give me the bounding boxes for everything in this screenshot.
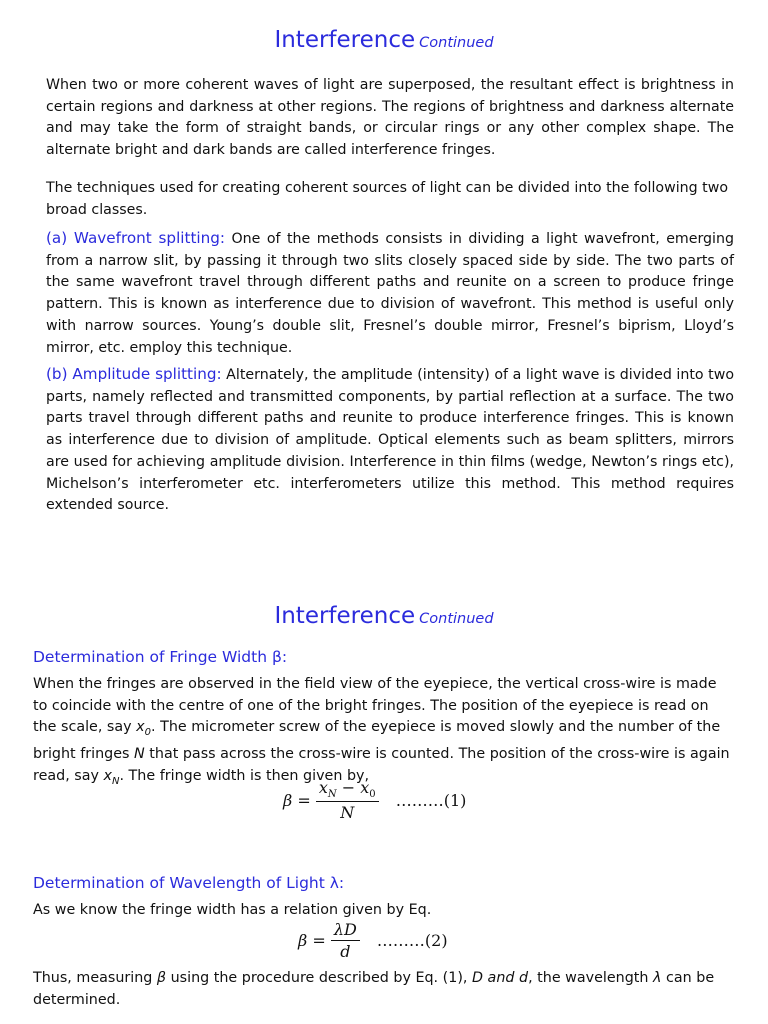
eq2-denominator: d	[340, 942, 351, 961]
slide2-title-main: Interference	[274, 603, 416, 629]
slide1-paragraph-2: The techniques used for creating coherent sources of light can be divided into the following two broad classes.	[46, 180, 729, 218]
fringe-width-paragraph	[33, 674, 733, 792]
lambda-symbol: λ	[653, 970, 662, 986]
eq1-num-sub1: N	[327, 789, 337, 801]
conclusion-text-d: can be determined.	[33, 970, 715, 1008]
eq2-number: (2)	[424, 931, 448, 950]
equation-1	[283, 778, 466, 822]
n-symbol: N	[134, 745, 145, 762]
wavelength-paragraph: As we know the fringe width has a relation given by Eq.	[33, 902, 432, 918]
eq2-dots: ………	[376, 931, 425, 950]
conclusion-text-a: Thus, measuring	[33, 970, 157, 986]
x0-subscript: 0	[144, 727, 151, 739]
eq2-lhs: β =	[298, 931, 326, 950]
slide1-title-suffix: Continued	[419, 35, 494, 51]
eq1-num-minus: − x	[336, 778, 370, 797]
wavefront-text: One of the methods consists in dividing a light wavefront, emerging from a narrow slit, by passing it through two slits closely spaced side by side. The two parts of the same wavefront travel through different paths and reunite on a screen to produce fringe pattern. This is known as interference due to division of wavefront. This method is useful only with narrow sources. Young’s double slit, Fresnel’s double mirror, Fresnel’s biprism, Lloyd’s mirror, etc. employ this technique.	[46, 231, 735, 356]
amplitude-label: (b) Amplitude splitting:	[46, 365, 222, 383]
slide2-title-suffix: Continued	[419, 611, 494, 627]
xn-symbol: x	[103, 767, 112, 784]
fringe-width-heading: Determination of Fringe Width β:	[33, 648, 288, 666]
slide1-title-main: Interference	[274, 27, 416, 53]
fringe-text-a: When the fringes are observed in the field view of the eyepiece, the vertical cross-wire is made to coincide with the centre of one of the bright fringes. The position of the eyepiece is read on the scale, say	[33, 676, 717, 736]
eq2-numerator: λD	[331, 920, 360, 941]
fringe-text-c: that pass across the cross-wire is counted. The position of the cross-wire is again read, say	[33, 745, 730, 784]
eq1-number: (1)	[443, 790, 467, 810]
conclusion-paragraph	[33, 968, 733, 1011]
eq1-num-x: x	[318, 778, 328, 797]
slide2-title	[0, 603, 768, 629]
fringe-text-b: . The micrometer screw of the eyepiece is moved slowly and the number of the bright fringes	[33, 719, 721, 762]
x0-symbol: x	[136, 719, 145, 736]
eq1-num-sub2: 0	[369, 789, 376, 801]
beta-symbol: β	[156, 970, 167, 986]
slide1-title	[0, 27, 768, 53]
eq1-fraction	[316, 778, 379, 822]
eq1-numerator	[316, 778, 379, 802]
d-and-d-symbols: D and d	[472, 970, 529, 986]
conclusion-text-c: , the wavelength	[528, 970, 654, 986]
amplitude-text: Alternately, the amplitude (intensity) of a light wave is divided into two parts, namely reflected and transmitted components, by partial reflection at a surface. The two parts travel through different paths and reunite to produce interference fringes. This is known as interference due to division of amplitude. Optical elements such as beam splitters, mirrors are used for achieving amplitude division. Interference in thin films (wedge, Newton’s rings etc), Michelson’s interferometer etc. interferometers utilize this method. This method requires extended source.	[46, 367, 734, 514]
slide1-paragraph-1: When two or more coherent waves of light are superposed, the resultant effect is brightness in certain regions and darkness at other regions. The regions of brightness and darkness alternate and may take the form of straight bands, or circular rings or any other complex shape. The alternate bright and dark bands are called interference fringes.	[46, 77, 734, 159]
xn-subscript: N	[111, 775, 120, 787]
fringe-text-d: . The fringe width is then given by,	[119, 767, 370, 784]
eq1-lhs: β =	[283, 790, 311, 810]
eq2-fraction	[331, 920, 360, 961]
wavefront-label: (a) Wavefront splitting:	[46, 229, 226, 247]
wavefront-paragraph	[46, 228, 734, 359]
amplitude-paragraph	[46, 364, 734, 517]
eq1-denominator: N	[340, 803, 355, 823]
eq1-dots: ………	[395, 790, 444, 810]
equation-2	[298, 920, 448, 961]
wavelength-heading: Determination of Wavelength of Light λ:	[33, 874, 345, 892]
conclusion-text-b: using the procedure described by Eq. (1),	[166, 970, 472, 986]
